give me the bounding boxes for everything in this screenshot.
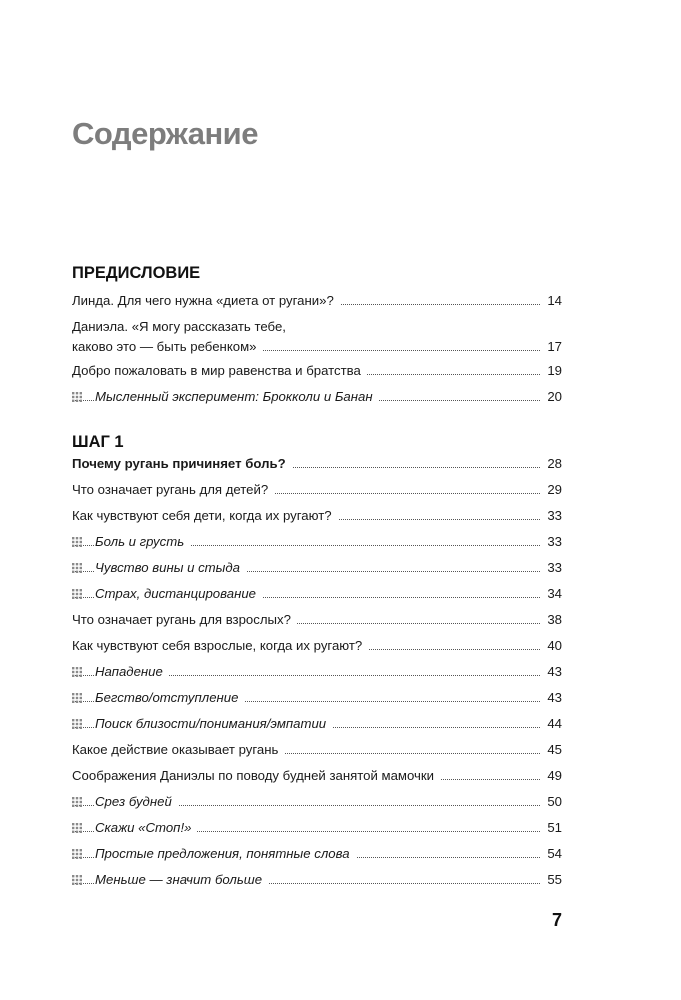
- toc-subentry[interactable]: [72, 688, 562, 708]
- dots-icon: [72, 589, 82, 599]
- entry-title: Как чувствуют себя дети, когда их ругают?: [72, 506, 338, 526]
- dots-icon: [72, 693, 82, 703]
- entry-title: Какое действие оказывает ругань: [72, 740, 284, 760]
- entry-title: Боль и грусть: [95, 532, 190, 552]
- toc-subentry[interactable]: [72, 584, 562, 604]
- entry-title: Страх, дистанцирование: [95, 584, 262, 604]
- entry-title: Добро пожаловать в мир равенства и братства: [72, 361, 367, 381]
- toc-entry[interactable]: [72, 337, 562, 357]
- page-folio: 7: [551, 910, 562, 930]
- entry-title: Что означает ругань для детей?: [72, 480, 274, 500]
- toc-entry[interactable]: [72, 636, 562, 656]
- page-number: 33: [543, 506, 562, 526]
- toc-subentry[interactable]: [72, 532, 562, 552]
- entry-title-line1: Даниэла. «Я могу рассказать тебе,: [72, 319, 286, 334]
- dots-icon: [72, 537, 82, 547]
- page-number: 40: [543, 636, 562, 656]
- page-number: 34: [543, 584, 562, 604]
- page-number: 50: [543, 792, 562, 812]
- entry-title: Как чувствуют себя взрослые, когда их ругают?: [72, 636, 368, 656]
- page-number: 51: [543, 818, 562, 838]
- dots-icon: [72, 823, 82, 833]
- page-title: Содержание: [72, 116, 258, 151]
- page-number: 33: [543, 558, 562, 578]
- toc-subentry[interactable]: [72, 714, 562, 734]
- toc-chapter[interactable]: [72, 454, 562, 474]
- entry-title: Бегство/отступление: [95, 688, 244, 708]
- dots-icon: [72, 563, 82, 573]
- toc-subentry[interactable]: [72, 844, 562, 864]
- page-number: 19: [543, 361, 562, 381]
- entry-title: Скажи «Стоп!»: [95, 818, 197, 838]
- entry-title: Чувство вины и стыда: [95, 558, 246, 578]
- toc-subentry[interactable]: [72, 558, 562, 578]
- page-number: 29: [543, 480, 562, 500]
- toc-entry[interactable]: [72, 740, 562, 760]
- dots-icon: [72, 849, 82, 859]
- entry-title: Почему ругань причиняет боль?: [72, 454, 292, 474]
- entry-title: Срез будней: [95, 792, 178, 812]
- toc-subentry[interactable]: [72, 662, 562, 682]
- toc-subentry[interactable]: [72, 870, 562, 890]
- toc-subentry[interactable]: [72, 792, 562, 812]
- page-number: 43: [543, 662, 562, 682]
- page-number: 45: [543, 740, 562, 760]
- page-number: 20: [543, 387, 562, 407]
- page-number: 55: [543, 870, 562, 890]
- toc-entry[interactable]: [72, 361, 562, 381]
- toc-entry[interactable]: [72, 291, 562, 311]
- entry-title: Меньше — значит больше: [95, 870, 268, 890]
- toc-subentry[interactable]: [72, 818, 562, 838]
- page-number: 38: [543, 610, 562, 630]
- page-number: 28: [543, 454, 562, 474]
- toc-entry[interactable]: [72, 506, 562, 526]
- entry-title: Мысленный эксперимент: Брокколи и Банан: [95, 387, 379, 407]
- entry-title: Что означает ругань для взрослых?: [72, 610, 297, 630]
- entry-title: Линда. Для чего нужна «диета от ругани»?: [72, 291, 340, 311]
- toc-subentry[interactable]: [72, 387, 562, 407]
- dots-icon: [72, 667, 82, 677]
- page-number: 17: [543, 337, 562, 357]
- page-number: 43: [543, 688, 562, 708]
- page-number: 33: [543, 532, 562, 552]
- dots-icon: [72, 875, 82, 885]
- page-number: 14: [543, 291, 562, 311]
- page-number: 44: [543, 714, 562, 734]
- page-number: 54: [543, 844, 562, 864]
- page-number: 49: [543, 766, 562, 786]
- entry-title: каково это — быть ребенком»: [72, 337, 262, 357]
- toc-entry[interactable]: [72, 610, 562, 630]
- dots-icon: [72, 719, 82, 729]
- entry-title: Простые предложения, понятные слова: [95, 844, 356, 864]
- toc-entry[interactable]: [72, 480, 562, 500]
- dots-icon: [72, 797, 82, 807]
- entry-title: Поиск близости/понимания/эмпатии: [95, 714, 332, 734]
- entry-title: Нападение: [95, 662, 169, 682]
- entry-title: Соображения Даниэлы по поводу будней занятой мамочки: [72, 766, 440, 786]
- section-heading-preface: ПРЕДИСЛОВИЕ: [72, 264, 201, 282]
- section-heading-step1: ШАГ 1: [72, 433, 124, 451]
- toc-entry[interactable]: [72, 766, 562, 786]
- dots-icon: [72, 392, 82, 402]
